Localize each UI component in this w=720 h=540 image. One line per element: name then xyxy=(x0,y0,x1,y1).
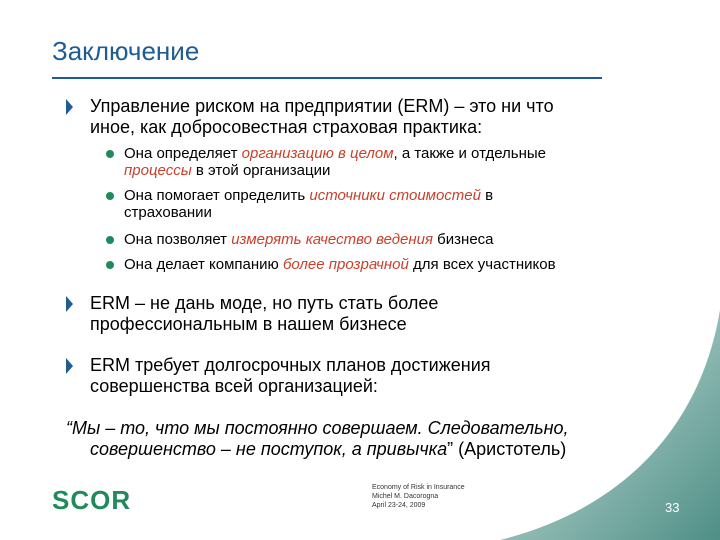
scor-logo xyxy=(52,486,142,518)
quote-line: “Мы – то, что мы постоянно совершаем. Следовательно, xyxy=(66,418,569,438)
text-run: бизнеса xyxy=(433,231,494,248)
quote-attribution: ” (Аристотель) xyxy=(447,439,567,459)
dot-bullet-icon xyxy=(106,236,114,244)
dot-bullet-icon xyxy=(106,261,114,269)
text-run: для всех участников xyxy=(408,256,556,273)
highlight-text: процессы xyxy=(124,162,192,179)
highlight-text: источники стоимостей xyxy=(309,187,481,204)
dot-bullet-icon xyxy=(106,150,114,158)
footer-info-line: Michel M. Dacorogna xyxy=(372,493,439,500)
text-run: Она помогает определить xyxy=(124,187,310,204)
arrow-bullet-icon xyxy=(66,358,73,374)
text-run: в xyxy=(480,187,494,204)
bullet-line: профессиональным в нашем бизнесе xyxy=(90,314,407,334)
slide-title: Заключение xyxy=(52,36,200,66)
text-run: в этой организации xyxy=(191,162,331,179)
text-run: Она определяет xyxy=(124,145,242,162)
title-underline xyxy=(52,77,602,79)
page-number: 33 xyxy=(665,500,680,515)
arrow-bullet-icon xyxy=(66,296,73,312)
text-run: страховании xyxy=(124,204,212,221)
arrow-bullet-icon xyxy=(66,99,73,115)
bullet-line: ERM – не дань моде, но путь стать более xyxy=(90,293,439,313)
highlight-text: более прозрачной xyxy=(282,256,409,273)
highlight-text: измерять качество ведения xyxy=(231,231,434,248)
quote-line: совершенство – не поступок, а привычка xyxy=(90,439,448,459)
footer-info-line: Economy of Risk in Insurance xyxy=(372,484,465,491)
text-run: , а также и отдельные xyxy=(393,145,547,162)
bullet-line: совершенства всей организацией: xyxy=(90,376,378,396)
footer-info xyxy=(372,483,465,510)
scor-logo-icon xyxy=(52,486,142,514)
text-run: Она делает компанию xyxy=(124,256,283,273)
svg-text:SCOR: SCOR xyxy=(52,486,132,514)
dot-bullet-icon xyxy=(106,192,114,200)
footer-info-line: April 23-24, 2009 xyxy=(372,502,426,509)
aristotle-quote xyxy=(66,418,569,460)
bullet-line: ERM требует долгосрочных планов достижения xyxy=(90,355,491,375)
text-run: Она позволяет xyxy=(124,231,232,248)
highlight-text: организацию в целом xyxy=(241,145,394,162)
bullet-line: Управление риском на предприятии (ERM) – это ни что xyxy=(90,96,554,116)
bullet-line: иное, как добросовестная страховая практика: xyxy=(90,117,483,137)
